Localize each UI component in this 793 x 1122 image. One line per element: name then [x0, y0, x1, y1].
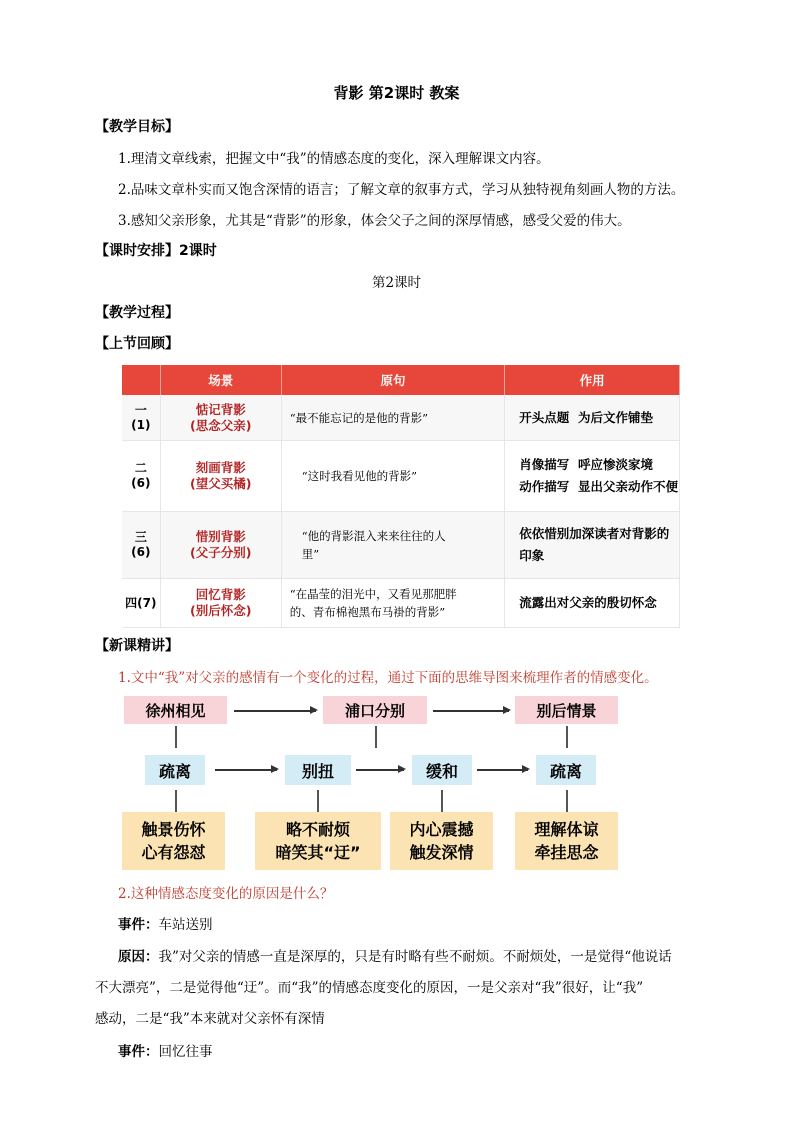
event-value: 车站送别: [158, 917, 213, 933]
mindmap-node-middle: 别扭: [285, 755, 351, 785]
reason-line-2: 不大漂亮”，二是觉得他“迂”。而“我”的情感态度变化的原因，一是父亲对“我”很好，让“我”: [95, 980, 644, 996]
mindmap-node-bottom: 内心震撼 触发深情: [390, 812, 493, 870]
table-row: [122, 579, 680, 628]
schedule-heading: 【课时安排】: [95, 243, 179, 259]
row-scene: 惦记背影 (思念父亲): [160, 395, 281, 441]
event-label: 事件：: [118, 1044, 159, 1060]
connector-line: [317, 790, 319, 812]
reason-line-1: [118, 945, 672, 965]
connector-line: [175, 726, 177, 748]
row-quote: “这时我看见他的背影”: [281, 441, 505, 512]
row-scene: 惜别背影 (父子分别): [160, 512, 281, 579]
row-number: 三 (6): [122, 512, 160, 579]
page-title: 背影 第2课时 教案: [333, 84, 460, 102]
mindmap-node-bottom: 理解体谅 牵挂思念: [515, 812, 618, 870]
review-heading: 【上节回顾】: [95, 336, 179, 352]
table-header-row: [122, 365, 680, 395]
mindmap-node-middle: 疏离: [145, 755, 205, 785]
goals-heading: 【教学目标】: [95, 119, 179, 135]
question-1: 1.文中“我”对父亲的感情有一个变化的过程，通过下面的思维导图来梳理作者的情感变化。: [118, 670, 658, 686]
row-number: 二 (6): [122, 441, 160, 512]
mindmap-node-top: 别后情景: [515, 696, 618, 724]
reason-text: 我”对父亲的情感一直是深厚的，只是有时略有些不耐烦。不耐烦处，一是觉得“他说话: [158, 949, 672, 965]
table-header: 作用: [505, 365, 680, 395]
row-scene: 回忆背影 (别后怀念): [160, 579, 281, 628]
table-header: [122, 365, 160, 395]
row-scene: 刻画背影 (望父买橘): [160, 441, 281, 512]
goal-item-3: 3.感知父亲形象，尤其是“背影”的形象，体会父子之间的深厚情感，感受父爱的伟大。: [118, 213, 631, 229]
row-effect: 流露出对父亲的殷切怀念: [505, 579, 680, 628]
arrow-right-icon: [215, 769, 277, 771]
connector-line: [566, 790, 568, 812]
row-quote: “他的背影混入来来往往的人 里”: [281, 512, 505, 579]
mindmap-node-middle: 疏离: [536, 755, 596, 785]
goal-item-1: 1.理清文章线索，把握文中“我”的情感态度的变化，深入理解课文内容。: [118, 151, 550, 167]
row-quote: “在晶莹的泪光中，又看见那肥胖 的、青布棉袍黑布马褂的背影”: [281, 579, 505, 628]
event-value: 回忆往事: [158, 1044, 213, 1060]
table-row: [122, 395, 680, 441]
reason-label: 原因：: [118, 949, 159, 965]
table-row: [122, 512, 680, 579]
connector-line: [175, 790, 177, 812]
goal-item-2: 2.品味文章朴实而又饱含深情的语言；了解文章的叙事方式，学习从独特视角刻画人物的方法。: [118, 182, 685, 198]
schedule-value: 2课时: [179, 243, 217, 259]
row-quote: “最不能忘记的是他的背影”: [281, 395, 505, 441]
connector-line: [375, 726, 377, 748]
table-header: 原句: [281, 365, 505, 395]
row-effect: 肖像描写 呼应惨淡家境 动作描写 显出父亲动作不便: [505, 441, 680, 512]
arrow-right-icon: [356, 769, 404, 771]
mindmap-node-middle: 缓和: [412, 755, 472, 785]
reason-line-3: 感动，二是“我”本来就对父亲怀有深情: [95, 1011, 325, 1027]
row-effect: 开头点题 为后文作铺垫: [505, 395, 680, 441]
event-2: [118, 1040, 213, 1060]
new-lesson-heading: 【新课精讲】: [95, 638, 179, 654]
session-label: 第2课时: [371, 275, 422, 291]
arrow-right-icon: [477, 769, 528, 771]
mindmap-node-top: 徐州相见: [124, 696, 227, 724]
arrow-right-icon: [234, 710, 316, 712]
table-header: 场景: [160, 365, 281, 395]
arrow-right-icon: [433, 710, 509, 712]
process-heading: 【教学过程】: [95, 305, 179, 321]
row-number: 一 (1): [122, 395, 160, 441]
event-label: 事件：: [118, 917, 159, 933]
question-2: 2.这种情感态度变化的原因是什么？: [118, 886, 334, 902]
review-table: [122, 365, 680, 628]
event-1: [118, 913, 213, 933]
connector-line: [566, 726, 568, 748]
mindmap-node-top: 浦口分别: [323, 696, 427, 724]
row-number: 四(7): [122, 579, 160, 628]
mindmap-node-bottom: 略不耐烦 暗笑其“迂”: [255, 812, 381, 870]
connector-line: [441, 790, 443, 812]
row-effect: 依依惜别加深读者对背影的 印象: [505, 512, 680, 579]
mindmap-node-bottom: 触景伤怀 心有怨怼: [122, 812, 225, 870]
schedule-line: [95, 240, 217, 260]
table-row: [122, 441, 680, 512]
